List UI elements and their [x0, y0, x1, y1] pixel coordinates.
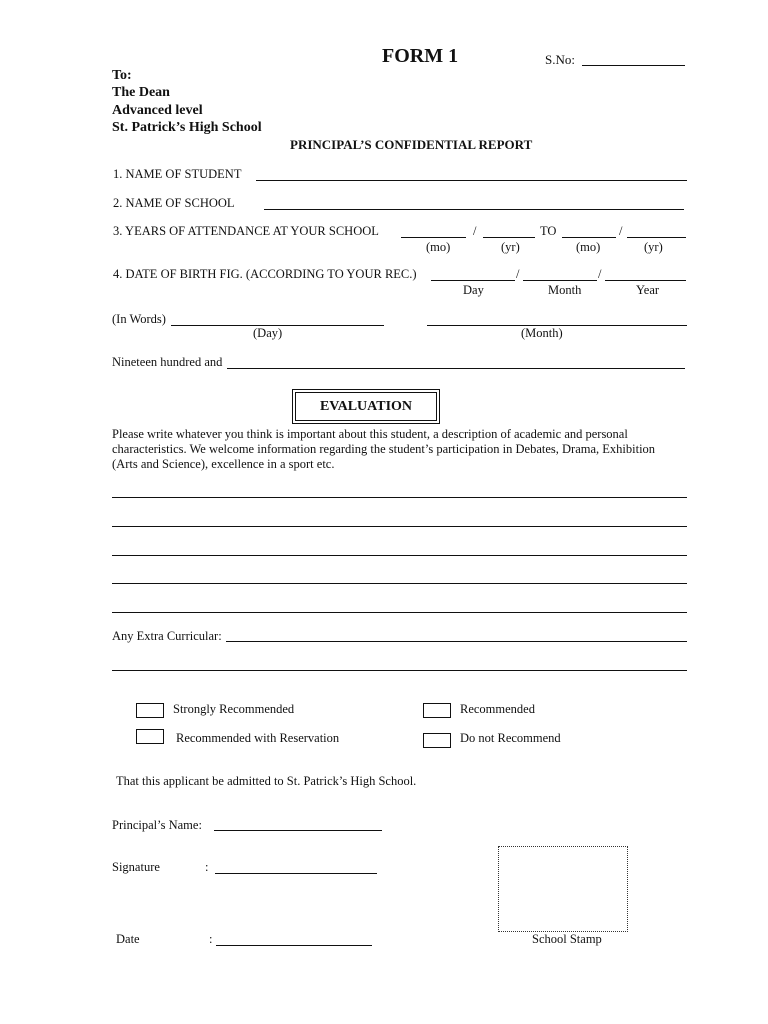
school-name-heading: St. Patrick’s High School [112, 120, 262, 135]
words-month-caption: (Month) [521, 326, 563, 340]
nineteen-hundred-label: Nineteen hundred and [112, 355, 223, 369]
recommended-with-reservation-label: Recommended with Reservation [176, 731, 340, 745]
attendance-from-month-field[interactable] [401, 237, 466, 238]
dob-label: 4. DATE OF BIRTH FIG. (ACCORDING TO YOUR REC.) [113, 267, 417, 281]
attendance-separator: / [473, 224, 477, 238]
report-title: PRINCIPAL’S CONFIDENTIAL REPORT [290, 137, 533, 152]
school-stamp-box[interactable] [498, 846, 628, 932]
dob-separator: / [516, 267, 520, 281]
mo-caption: (mo) [426, 240, 451, 254]
form-title: FORM 1 [382, 45, 459, 67]
admission-statement: That this applicant be admitted to St. Patrick’s High School. [116, 774, 417, 788]
instructions-line: characteristics. We welcome information regarding the student’s participation in Debates, Drama, Exhibition [112, 442, 656, 456]
principal-name-label: Principal’s Name: [112, 818, 202, 832]
evaluation-line[interactable] [112, 497, 687, 498]
recommended-with-reservation-checkbox[interactable] [136, 729, 164, 744]
strongly-recommended-label: Strongly Recommended [173, 702, 295, 716]
recommended-checkbox[interactable] [423, 703, 451, 718]
principal-name-field[interactable] [214, 830, 382, 831]
dob-year-field[interactable] [605, 280, 686, 281]
recipient: The Dean [112, 85, 170, 100]
signature-label: Signature [112, 860, 160, 874]
year-caption: Year [636, 283, 660, 297]
words-day-caption: (Day) [253, 326, 283, 340]
month-caption: Month [548, 283, 582, 297]
evaluation-line[interactable] [112, 583, 687, 584]
day-caption: Day [463, 283, 484, 297]
attendance-to-month-field[interactable] [562, 237, 616, 238]
serial-number-field[interactable] [582, 65, 685, 66]
student-name-label: 1. NAME OF STUDENT [113, 167, 242, 181]
strongly-recommended-checkbox[interactable] [136, 703, 164, 718]
extra-curricular-field[interactable] [226, 641, 687, 642]
student-name-field[interactable] [256, 180, 687, 181]
evaluation-line[interactable] [112, 555, 687, 556]
signature-field[interactable] [215, 873, 377, 874]
yr-caption: (yr) [501, 240, 520, 254]
yr-caption: (yr) [644, 240, 663, 254]
dob-separator: / [598, 267, 602, 281]
evaluation-line[interactable] [112, 526, 687, 527]
mo-caption: (mo) [576, 240, 601, 254]
school-name-field[interactable] [264, 209, 684, 210]
extra-curricular-label: Any Extra Curricular: [112, 629, 222, 643]
do-not-recommend-label: Do not Recommend [460, 731, 561, 745]
attendance-separator: / [619, 224, 623, 238]
in-words-label: (In Words) [112, 312, 166, 326]
evaluation-heading: EVALUATION [295, 392, 437, 421]
evaluation-line[interactable] [112, 612, 687, 613]
to-label: To: [112, 68, 132, 83]
attendance-from-year-field[interactable] [483, 237, 535, 238]
signature-colon: : [205, 860, 209, 874]
attendance-label: 3. YEARS OF ATTENDANCE AT YOUR SCHOOL [113, 224, 379, 238]
extra-curricular-line[interactable] [112, 670, 687, 671]
attendance-to-year-field[interactable] [627, 237, 686, 238]
instructions-line: Please write whatever you think is important about this student, a description of academic and personal [112, 427, 628, 441]
recommended-label: Recommended [460, 702, 535, 716]
dob-month-field[interactable] [523, 280, 597, 281]
school-stamp-label: School Stamp [532, 932, 602, 946]
dob-day-field[interactable] [431, 280, 515, 281]
instructions-line: (Arts and Science), excellence in a sport etc. [112, 457, 335, 471]
evaluation-heading-box [292, 389, 440, 424]
date-colon: : [209, 932, 213, 946]
dob-words-year-field[interactable] [227, 368, 685, 369]
level: Advanced level [112, 103, 203, 118]
date-field[interactable] [216, 945, 372, 946]
school-name-label: 2. NAME OF SCHOOL [113, 196, 235, 210]
do-not-recommend-checkbox[interactable] [423, 733, 451, 748]
attendance-to-label: TO [540, 224, 557, 238]
date-label: Date [116, 932, 140, 946]
serial-number-label: S.No: [545, 52, 575, 67]
